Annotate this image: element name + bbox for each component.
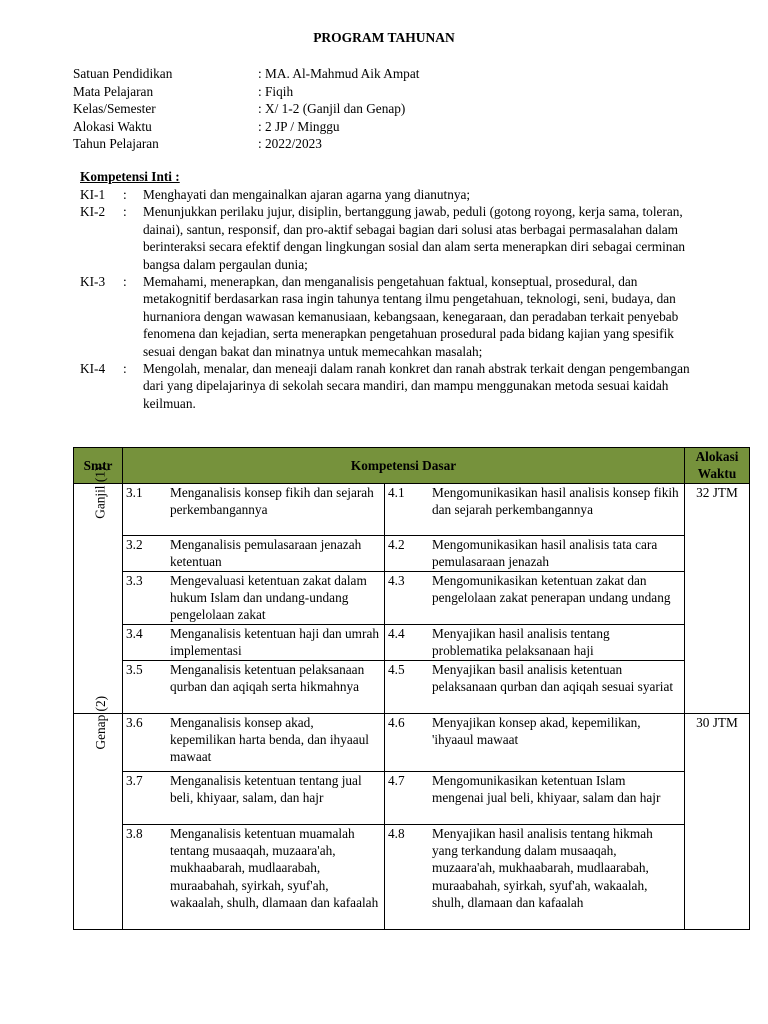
info-label: Tahun Pelajaran <box>73 136 159 151</box>
kd-3-cell <box>123 571 385 624</box>
kd-text: Menyajikan basil analisis ketentuan pelaksanaan qurban dan aqiqah sesuai syariat <box>432 661 674 695</box>
kompetensi-dasar-table <box>73 447 750 930</box>
ki-colon: : <box>123 187 127 202</box>
info-row <box>73 118 419 136</box>
kd-number: 3.4 <box>126 625 143 641</box>
info-value: : 2022/2023 <box>258 136 322 151</box>
ki-item <box>80 273 700 360</box>
kd-4-cell <box>385 771 685 824</box>
kd-3-cell <box>123 660 385 713</box>
kd-text: Menyajikan konsep akad, kepemilikan, 'ihyaaul mawaat <box>432 714 641 748</box>
ki-colon: : <box>123 274 127 290</box>
semester-cell <box>74 466 123 713</box>
kd-text: Menyajikan hasil analisis tentang problematika pelaksanaan haji <box>432 625 610 659</box>
ki-colon: : <box>123 204 127 220</box>
alokasi-cell: 30 JTM <box>685 713 750 929</box>
kd-text: Menganalisis ketentuan pelaksanaan qurban dan aqiqah serta hikmahnya <box>170 661 365 695</box>
info-value: : 2 JP / Minggu <box>258 118 340 134</box>
kd-4-cell <box>385 483 685 535</box>
semester-cell <box>74 695 123 929</box>
ki-text: Mengolah, menalar, dan meneaji dalam ranah konkret dan ranah abstrak terkait dengan pengembangan dari yang dipelajarinya di sekolah secara mandiri, dan mampu menggunakan metoda sesuai kaidah keilmuan. <box>143 361 690 411</box>
kd-number: 3.8 <box>126 825 143 841</box>
ki-code: KI-3 <box>80 274 106 290</box>
kd-text: Menganalisis konsep fikih dan sejarah perkembangannya <box>170 484 374 518</box>
kd-4-cell <box>385 571 685 624</box>
kd-number: 3.3 <box>126 572 143 588</box>
table-row <box>74 483 750 535</box>
info-label: Kelas/Semester <box>73 101 156 116</box>
ki-text: Memahami, menerapkan, dan menganalisis pengetahuan faktual, konseptual, prosedural, dan metakognitif berdasarkan rasa ingin tahunya tentang ilmu pengetahuan, teknologi, seni, budaya, dan hurnaniora dengan wawasan kemanusiaan, kebangsaan, kenegaraan, dan peradaban terkait penyebab fenomena dan kejadian, serta menerapkan pengetahuan prosedural pada bidang kajian yang spesifik sesuai dengan bakat dan minatnya untuk memecahkan masalah; <box>143 274 679 359</box>
header-smtr: Smtr <box>74 448 123 484</box>
kd-4-cell <box>385 713 685 771</box>
table-row <box>74 535 750 571</box>
ki-item <box>80 203 700 273</box>
kd-number: 4.8 <box>388 825 405 841</box>
kd-3-cell <box>123 824 385 929</box>
ki-code: KI-1 <box>80 187 106 202</box>
info-value: : Fiqih <box>258 83 294 99</box>
table-row <box>74 713 750 771</box>
kd-4-cell <box>385 660 685 713</box>
kd-4-cell <box>385 624 685 660</box>
kd-number: 4.5 <box>388 661 405 677</box>
kd-text: Menganalisis ketentuan tentang jual beli, khiyaar, salam, dan hajr <box>170 772 362 806</box>
header-alokasi-waktu: Alokasi Waktu <box>685 448 750 484</box>
semester-name: Genap (2) <box>93 695 109 750</box>
info-value: : X/ 1-2 (Ganjil dan Genap) <box>258 101 406 116</box>
info-label: Alokasi Waktu <box>73 118 152 134</box>
table-row <box>74 771 750 824</box>
info-row <box>73 135 419 153</box>
ki-list <box>80 186 700 412</box>
kd-text: Mengomunikasikan ketentuan zakat dan pengelolaan zakat penerapan undang undang <box>432 572 671 606</box>
kd-text: Mengomunikasikan hasil analisis tata cara pemulasaraan jenazah <box>432 536 658 570</box>
kd-number: 3.5 <box>126 661 143 677</box>
info-row <box>73 65 419 83</box>
kd-number: 4.6 <box>388 714 405 730</box>
ki-heading: Kompetensi Inti : <box>80 169 180 184</box>
kd-number: 4.4 <box>388 625 405 641</box>
ki-text: Menghayati dan mengainalkan ajaran agarna yang dianutnya; <box>143 187 471 202</box>
identity-block <box>73 65 419 153</box>
kd-3-cell <box>123 624 385 660</box>
kd-text: Menganalisis konsep akad, kepemilikan harta benda, dan ihyaaul mawaat <box>170 714 370 765</box>
kd-number: 4.2 <box>388 536 405 552</box>
kd-text: Mengomunikasikan hasil analisis konsep fikih dan sejarah perkembangannya <box>432 484 679 518</box>
kd-text: Mengevaluasi ketentuan zakat dalam hukum Islam dan undang-undang pengelolaan zakat <box>170 572 367 623</box>
ki-text: Menunjukkan perilaku jujur, disiplin, bertanggung jawab, peduli (gotong royong, kerja sama, toleran, dainai), santun, responsif, dan pro-aktif sebagai bagian dari solusi atas berbagai permasalahan dalam berinteraksi secara efektif dengan lingkungan sosial dan alam serta menerapkan diri sebagai cerminan bangsa dalam pergaulan dunia; <box>143 204 685 272</box>
kd-text: Menganalisis ketentuan muamalah tentang musaaqah, muzaara'ah, mukhaabarah, mudlaarabah, muraabahah, syirkah, syuf'ah, wakaalah, shulh, dlamaan dan kafaalah <box>170 825 379 911</box>
kd-4-cell <box>385 824 685 929</box>
info-row <box>73 100 419 118</box>
info-label: Satuan Pendidikan <box>73 66 173 81</box>
table-row <box>74 660 750 713</box>
alokasi-cell: 32 JTM <box>685 483 750 713</box>
info-row <box>73 83 419 101</box>
kd-number: 4.7 <box>388 772 405 788</box>
page-title: PROGRAM TAHUNAN <box>313 30 455 45</box>
ki-code: KI-2 <box>80 204 106 220</box>
kd-number: 4.3 <box>388 572 405 588</box>
kd-text: Mengomunikasikan ketentuan Islam mengenai jual beli, khiyaar, salam dan hajr <box>432 772 661 806</box>
kd-4-cell <box>385 535 685 571</box>
kd-number: 3.7 <box>126 772 143 788</box>
kd-number: 3.6 <box>126 714 143 730</box>
ki-item <box>80 186 700 203</box>
table-row <box>74 824 750 929</box>
kd-number: 4.1 <box>388 484 405 500</box>
info-value: : MA. Al-Mahmud Aik Ampat <box>258 66 420 81</box>
info-label: Mata Pelajaran <box>73 83 154 99</box>
header-kompetensi-dasar: Kompetensi Dasar <box>123 448 685 484</box>
kd-number: 3.1 <box>126 484 143 500</box>
kd-text: Menganalisis ketentuan haji dan umrah implementasi <box>170 625 379 659</box>
kd-text: Menyajikan hasil analisis tentang hikmah yang terkandung dalam musaaqah, muzaara'ah, mukhaabarah, mudlaarabah, muraabahah, syirkah, syuf'ah, wakaalah, shulh, dlamaan dan kafaalah <box>432 825 653 911</box>
kd-text: Menganalisis pemulasaraan jenazah ketentuan <box>170 536 362 570</box>
table-header-row <box>74 448 750 484</box>
kd-3-cell <box>123 771 385 824</box>
kd-3-cell <box>123 713 385 771</box>
kd-3-cell <box>123 535 385 571</box>
table-row <box>74 624 750 660</box>
ki-colon: : <box>123 361 127 377</box>
kd-number: 3.2 <box>126 536 143 552</box>
kd-3-cell <box>123 483 385 535</box>
table-row <box>74 571 750 624</box>
ki-code: KI-4 <box>80 361 106 377</box>
semester-name: Ganjil (1) <box>92 466 108 519</box>
ki-item <box>80 360 700 412</box>
